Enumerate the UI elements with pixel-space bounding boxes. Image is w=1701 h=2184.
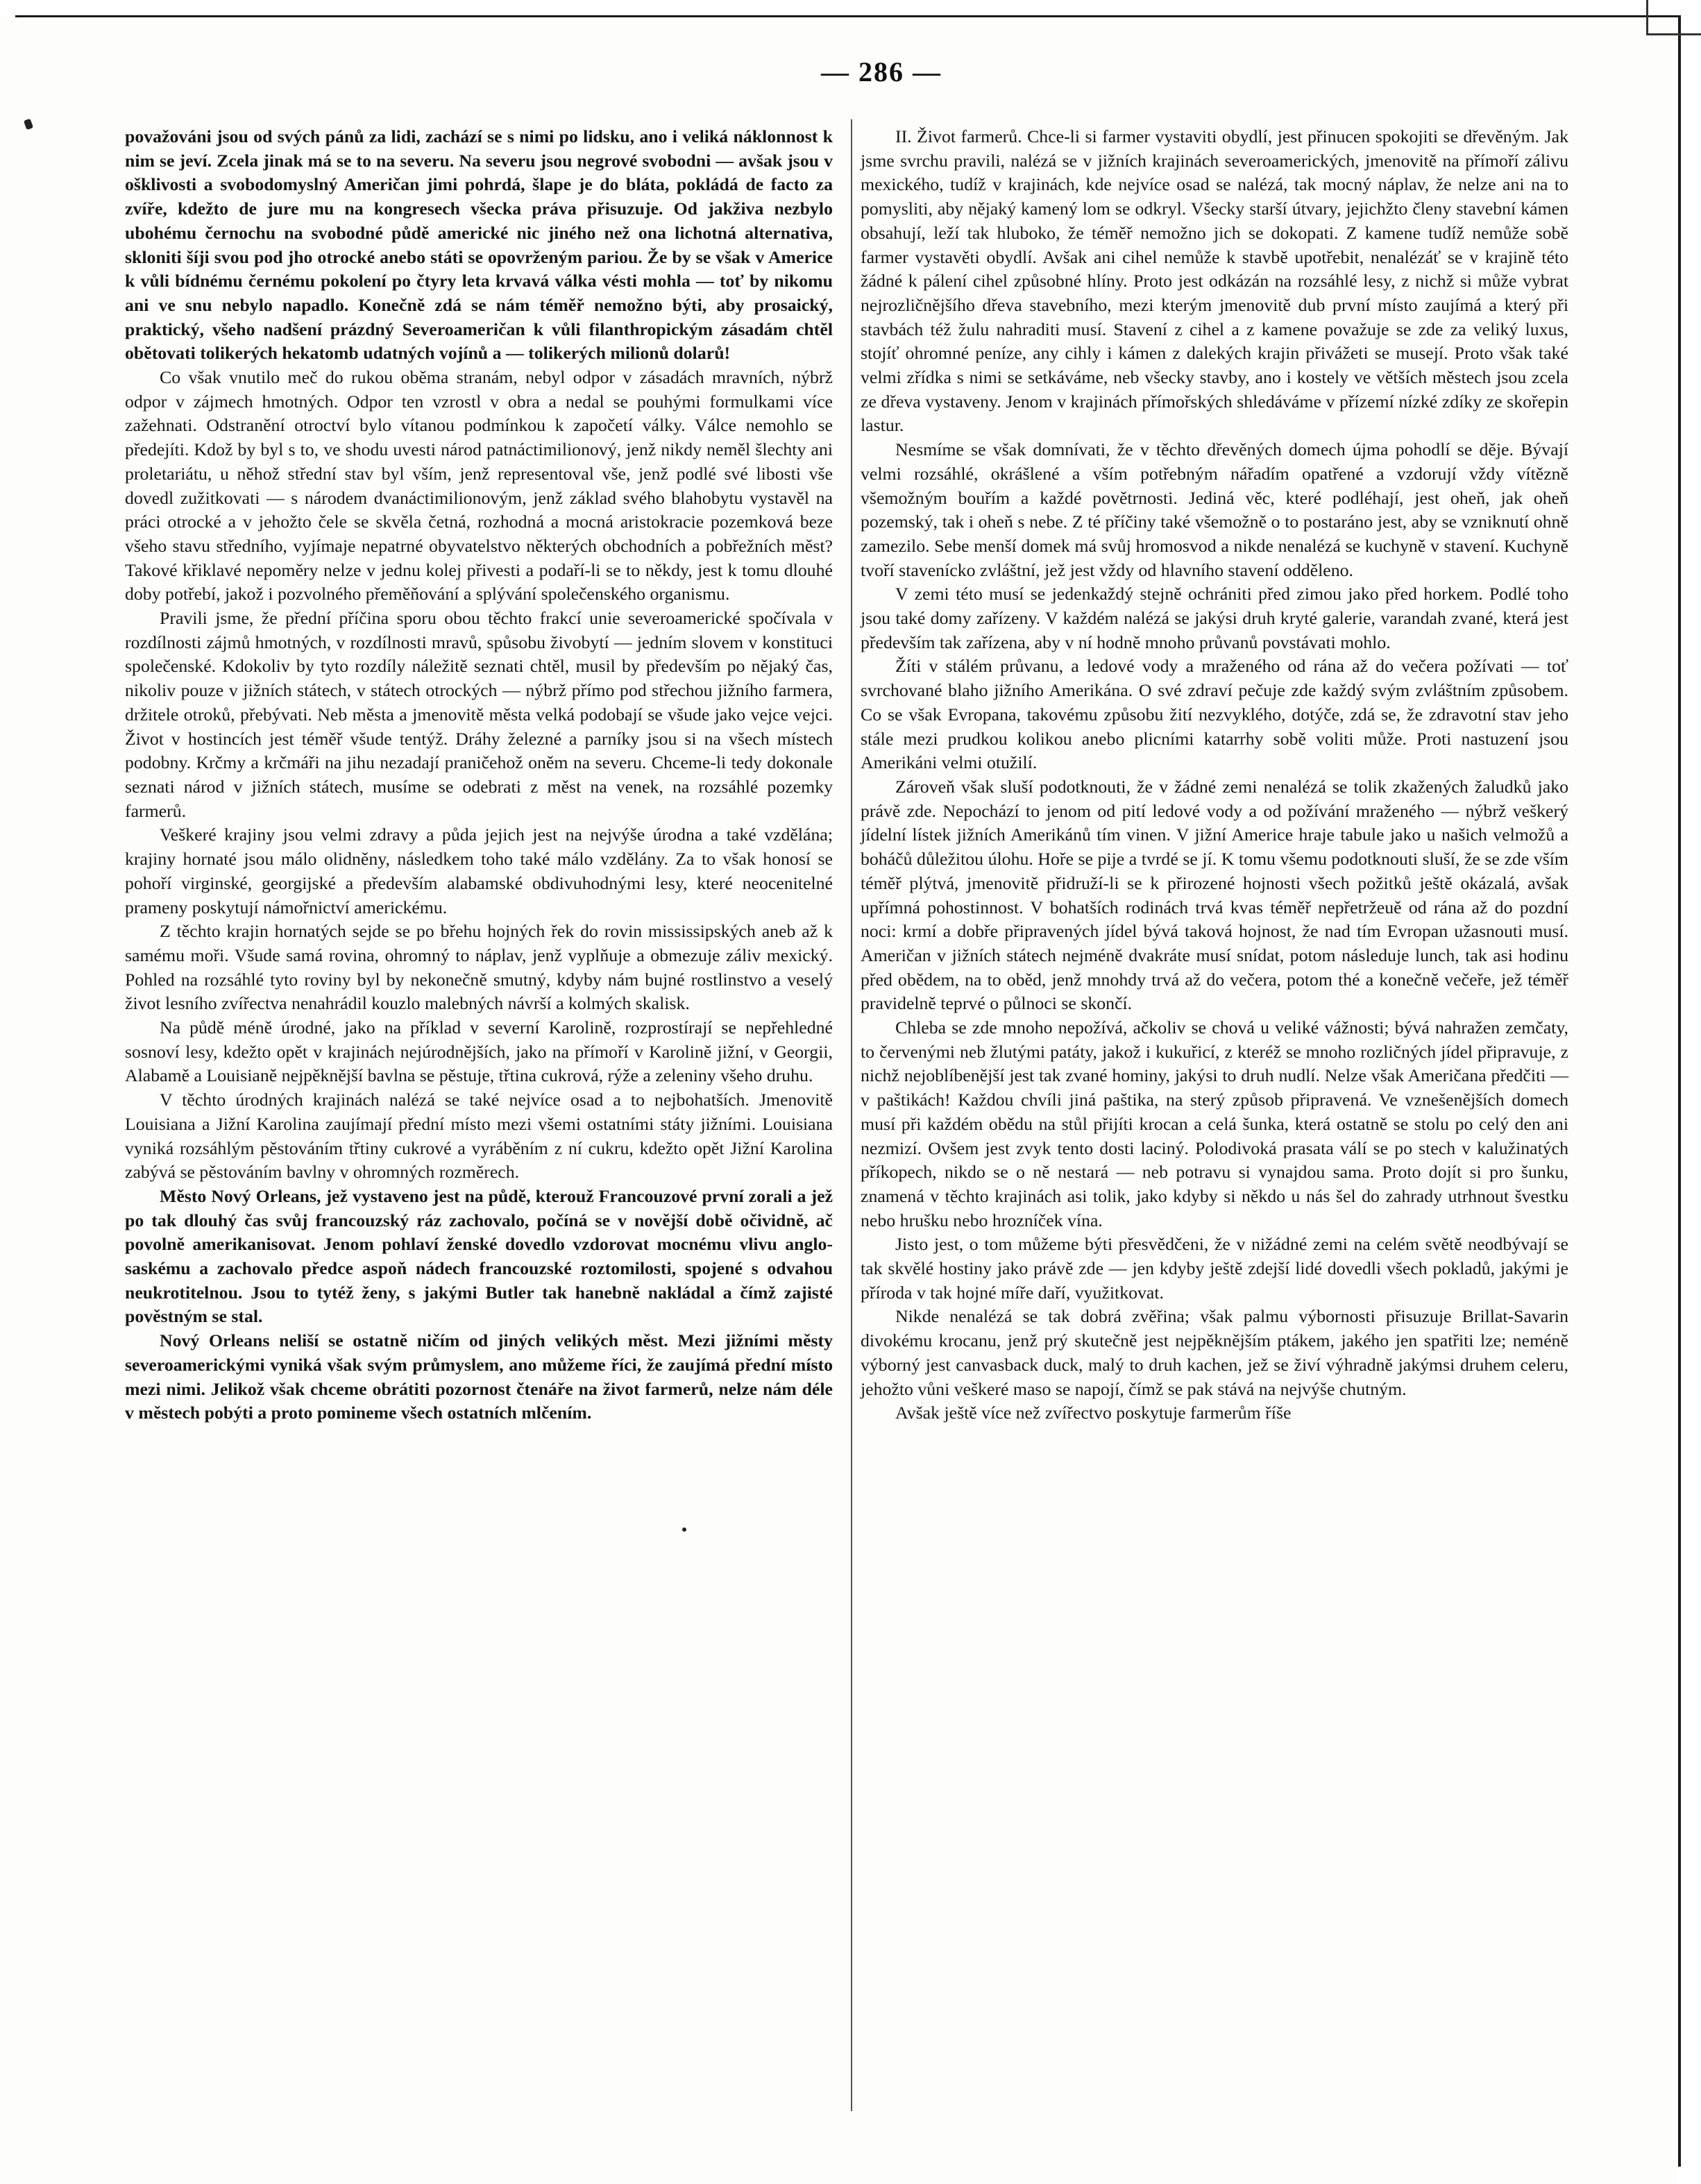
- right-paragraph-5: Zároveň však sluší podotknouti, že v žádné zemi nenalézá se tolik zkažených žaludků jako právě zde. Nepochází to jenom od pití ledové vody a od požívání mraženého — nýbrž veškerý jídelní lístek jižních Amerikánů tím vinen. V jižní Americe hraje tabule jako u našich velmožů a boháčů důležitou úlohu. Hoře se pije a tvrdé se jí. K tomu všemu podotknouti sluší, že se zde vším téměř plýtvá, jmenovitě přidruží-li se k přirozené hojnosti všech požitků ještě okázalá, avšak upřímná pohostinnost. V bohatších rodinách trvá kvas téměř nepřetržeuě od rána až do pozdní noci: krmí a dobře připravených jídel bývá taková hojnost, že nad tím Evropan užasnouti musí. Američan v jižních státech nejméně dvakráte musí snídat, potom následuje lunch, tak asi hodinu před obědem, na to oběd, jenž mnohdy trvá až do večera, potom thé a konečně večeře, jež téměř pravidelně teprvé o půlnoci se skončí.: [861, 776, 1568, 1014]
- right-paragraph-3: V zemi této musí se jedenkaždý stejně ochrániti před zimou jako před horkem. Podlé toho jsou také domy zařízeny. V každém nalézá se jakýsi druh kryté galerie, varandah zvané, která jest především tak zařízena, aby v ní hodně mnoho průvanů povstávati mohlo.: [861, 584, 1568, 652]
- left-paragraph-6: Na půdě méně úrodné, jako na příklad v severní Karolině, rozprostírají se nepřehledné sosnoví lesy, kdežto opět v krajinách nejúrodnějších, jako na přímoří v Karolině jižní, v Georgii, Alabamě a Louisianě nejpěknější bavlna se pěstuje, třtina cukrová, rýže a zeleniny všeho druhu.: [125, 1017, 833, 1086]
- right-paragraph-6: Chleba se zde mnoho nepožívá, ačkoliv se chová u veliké vážnosti; bývá nahražen zemčaty, to červenými neb žlutými patáty, jakož i kukuřicí, z kteréž se mnoho rozličných jídel připravuje, z nichž nejoblíbenější jest tak zvané hominy, jakýsi to druh nudlí. Nelze však Američana předčiti — v paštikách! Každou chvíli jiná paštika, na sterý způsob připravená. Ve vznešenějších domech musí při každém obědu na stůl přijíti krocan a celá šunka, která ostatně se stolu po celý den ani nezmizí. Ovšem jest zvyk tento dosti laciný. Polodivoká prasata válí se po stech v kalužinatých příkopech, nikdo se o ně nestará — neb potravu si vynajdou sama. Proto dojít si pro šunku, znamená v těchto krajinách asi tolik, jako kdyby si někdo u nás šel do zahrady utrhnout švestku nebo hrušku nebo hrozníček vína.: [861, 1017, 1568, 1230]
- right-paragraph-9: Avšak ještě více než zvířectvo poskytuje farmerům říše: [895, 1403, 1292, 1423]
- page-number: — 286 —: [821, 56, 942, 87]
- left-paragraph-3: Pravili jsme, že přední příčina sporu obou těchto frakcí unie severoamerické spočívala v rozdílnosti zájmů hmotných, v rozdílnosti mravů, spůsobu živobytí — jedním slovem v konstituci společenské. Kdokoliv by tyto rozdíly náležitě seznati chtěl, musil by především po nějaký čas, nikoliv pouze v jižních státech, v státech otrockých — nýbrž přímo pod střechou jižního farmera, držitele otroků, přebývati. Neb města a jmenovitě města velká podobají se všude jako vejce vejci. Život v hostincích jest téměř všude tentýž. Dráhy železné a parníky jsou si na všech místech podobny. Krčmy a krčmáři na jihu nezadají praničehož oněm na severu. Chceme-li tedy dokonale seznati národ v jižních státech, musíme se odebrati z měst na venek, na rozsáhlé pozemky farmerů.: [125, 608, 833, 821]
- left-paragraph-8: Město Nový Orleans, jež vystaveno jest na půdě, kterouž Francouzové první zorali a jež po tak dlouhý čas svůj francouzský ráz zachovalo, počíná se v novější době očividně, ač povolně amerikanisovat. Jenom pohlaví ženské dovedlo vzdorovat mocnému vlivu anglo-saskému a zachovalo předce aspoň nádech francouzské roztomilosti, spojené s odvahou neukrotitelnou. Jsou to tytéž ženy, s jakými Butler tak hanebně nakládal a čímž zajisté pověstným se stal.: [125, 1185, 833, 1327]
- right-paragraph-2: Nesmíme se však domnívati, že v těchto dřevěných domech újma pohodlí se děje. Bývají velmi rozsáhlé, okrášlené a vším potřebným nářadím opatřené a vzdorují vždy vítězně všemožným bouřím a každé povětrnosti. Jediná věc, které podléhají, jest oheň, jak oheň pozemský, tak i oheň s nebe. Z té příčiny také všemožně o to postaráno jest, aby se vzniknutí ohně zamezilo. Sebe menší domek má svůj hromosvod a nikde nenalézá se kuchyně v stavení. Kuchyně tvoří stavenícko zvláštní, jež jest vždy od hlavního stavení odděleno.: [861, 439, 1568, 580]
- left-paragraph-2: Co však vnutilo meč do rukou oběma stranám, nebyl odpor v zásadách mravních, nýbrž odpor v zájmech hmotných. Odpor ten vzrostl v obra a nedal se pouhými formulkami více zažehnati. Odstranění otroctví bylo vítanou podmínkou k započetí války. Válce nemohlo se předejíti. Kdož by byl s to, ve shodu uvesti národ patnáctimilionový, jenž nikdy neměl šlechty ani proletariátu, u něhož střední stav byl vším, jenž representoval vše, jenž podlé své libosti vše dovedl zužitkovati — s národem dvanáctimilionovým, jenž základ svého blahobytu vystavěl na práci otrocké a v jehožto čele se skvěla četná, rozhodná a mocná aristokracie pozemková beze všeho stavu středního, vyjímaje nepatrné obyvatelstvo některých obchodních a pobřežních měst? Takové křiklavé nepoměry nelze v jednu kolej přivesti a podaří-li se to někdy, jest k tomu dlouhé doby potřebí, jakož i pozvolného přeměňování a splývání společenského organismu.: [125, 367, 833, 604]
- column-divider: [851, 119, 852, 2111]
- corner-mark-horizontal: [1646, 33, 1701, 35]
- right-column: [861, 125, 1568, 1425]
- right-paragraph-8: Nikde nenalézá se tak dobrá zvěřina; však palmu výbornosti přisuzuje Brillat-Savarin divokému krocanu, jenž prý skutečně jest nejpěknějším ptákem, jakého jen spatřiti lze; neméně výborný jest canvasback duck, malý to druh kachen, jež se živí výhradně jakýmsi druhem celeru, jehožto vůni veškeré maso se napojí, čímž se pak stává na nejvýše chutným.: [861, 1306, 1568, 1399]
- left-paragraph-5: Z těchto krajin hornatých sejde se po břehu hojných řek do rovin mississipských aneb až k samému moři. Všude samá rovina, ohromný to náplav, jenž vyplňuje a obmezuje záliv mexický. Pohled na rozsáhlé tyto roviny byl by nekonečně smutný, kdyby nám bujné rostlinstvo a veselý život lesního zvířectva nenahrádil kouzlo malebných návrší a kolmých skalisk.: [125, 921, 833, 1014]
- left-paragraph-1: považováni jsou od svých pánů za lidi, zachází se s nimi po lidsku, ano i veliká náklonnost k nim se jeví. Zcela jinak má se to na severu. Na severu jsou negrové svobodni — avšak jsou v ošklivosti a svobodomyslný Američan jimi pohrdá, šlape je do bláta, pokládá de facto za zvíře, kdežto de jure mu na kongresech všecka práva přisuzuje. Od jakživa nezbylo ubohému černochu na svobodné půdě americké nic jiného než ona lichotná alternativa, skloniti šíji svou pod jho otrocké anebo státi se opovrženým pariou. Že by se však v Americe k vůli bídnému černému pokolení po čtyry leta krvavá válka vésti mohla — toť by nikomu ani ve snu nebylo napadlo. Konečně zdá se nám téměř nemožno býti, aby prosaický, praktický, všeho nadšení prázdný Severoameričan k vůli filanthropickým zásadám chtěl obětovati tolikerých hekatomb udatných vojínů a — tolikerých milionů dolarů!: [125, 126, 833, 364]
- right-paragraph-1: II. Život farmerů. Chce-li si farmer vystaviti obydlí, jest přinucen spokojiti se dřevěným. Jak jsme svrchu pravili, nalézá se v jižních krajinách severoamerických, jmenovitě na přímoří zálivu mexického, tudíž v krajinách, kde nejvíce osad se nalézá, tak mocný náplav, že nelze ani na to pomysliti, aby nějaký kamený lom se odkryl. Všecky starší útvary, jejichžto členy stavební kámen obsahují, leží tak hluboko, že téměř nemožno jich se dokopati. Z kamene tudíž nemůže sobě farmer vystavěti obydlí. Avšak ani cihel nemůže k stavbě upotřebit, nenalézáť se v krajině této žádné k pálení cihel způsobné hlíny. Proto jest odkázán na rozsáhlé lesy, z nichž si může vybrat nejrozličnějšího dřeva stavebního, mezi kterým jmenovitě dub první místo zaujímá a který při stavbách též žulu nahraditi musí. Stavení z cihel a z kamene považuje se zde za veliký luxus, stojíť ohromné peníze, any cihly i kámen z dalekých krajin přivážeti se musejí. Proto však také velmi zřídka s nimi se setkáváme, neb všecky stavby, ano i kostely ve větších městech jsou zcela ze dřeva vystaveny. Jenom v krajinách přímořských shledáváme v přízemí nízké zdíky ze skořepin lastur.: [861, 126, 1568, 436]
- right-paragraph-4: Žíti v stálém průvanu, a ledové vody a mraženého od rána až do večera požívati — toť svrchované blaho jižního Amerikána. O své zdraví pečuje zde každý svým zvláštním způsobem. Co se však Evropana, takovému způsobu žití nezvyklého, dotýče, zdá se, že zdravotní stav jeho stále mezi prudkou kolikou anebo plicními katarrhy sobě voliti může. Proti nastuzení jsou Amerikáni velmi otužilí.: [861, 656, 1568, 773]
- left-column: [125, 125, 833, 1425]
- ink-speck: [682, 1527, 686, 1532]
- frame-top-edge: [15, 15, 1681, 17]
- left-paragraph-7: V těchto úrodných krajinách nalézá se také nejvíce osad a to nejbohatších. Jmenovitě Louisiana a Jižní Karolina zaujímají přední místo mezi všemi ostatními státy jižními. Louisiana vyniká rozsáhlým pěstováním třtiny cukrové a vyráběním z ní cukru, kdežto opět Jižní Karolina zabývá se pěstováním bavlny v ohromných rozměrech.: [125, 1090, 833, 1183]
- right-paragraph-7: Jisto jest, o tom můžeme býti přesvědčeni, že v nižádné zemi na celém světě neodbývají se tak skvělé hostiny jako právě zde — jen kdyby ještě zdejší lidé dovedli všech pokladů, jakými je příroda v tak hojné míře daří, využitkovat.: [861, 1234, 1568, 1303]
- left-paragraph-9: Nový Orleans neliší se ostatně ničím od jiných velikých měst. Mezi jižními městy severoamerickými vyniká však svým průmyslem, ano můžeme říci, že zaujímá přední místo mezi nimi. Jelikož však chceme obrátiti pozornost čtenáře na život farmerů, nelze nám déle v městech pobýti a proto pomineme všech ostatních mlčením.: [125, 1330, 833, 1423]
- frame-right-edge: [1678, 15, 1681, 2167]
- left-paragraph-4: Veškeré krajiny jsou velmi zdravy a půda jejich jest na nejvýše úrodna a také vzdělána; krajiny hornaté jsou málo olidněny, následkem toho také málo vzdělány. Za to však honosí se pohoří virginské, georgijské a především alabamské obdivuhodnými lesy, které neocenitelné prameny poskytují námořnictví americkému.: [125, 824, 833, 917]
- corner-mark-vertical: [1646, 0, 1648, 35]
